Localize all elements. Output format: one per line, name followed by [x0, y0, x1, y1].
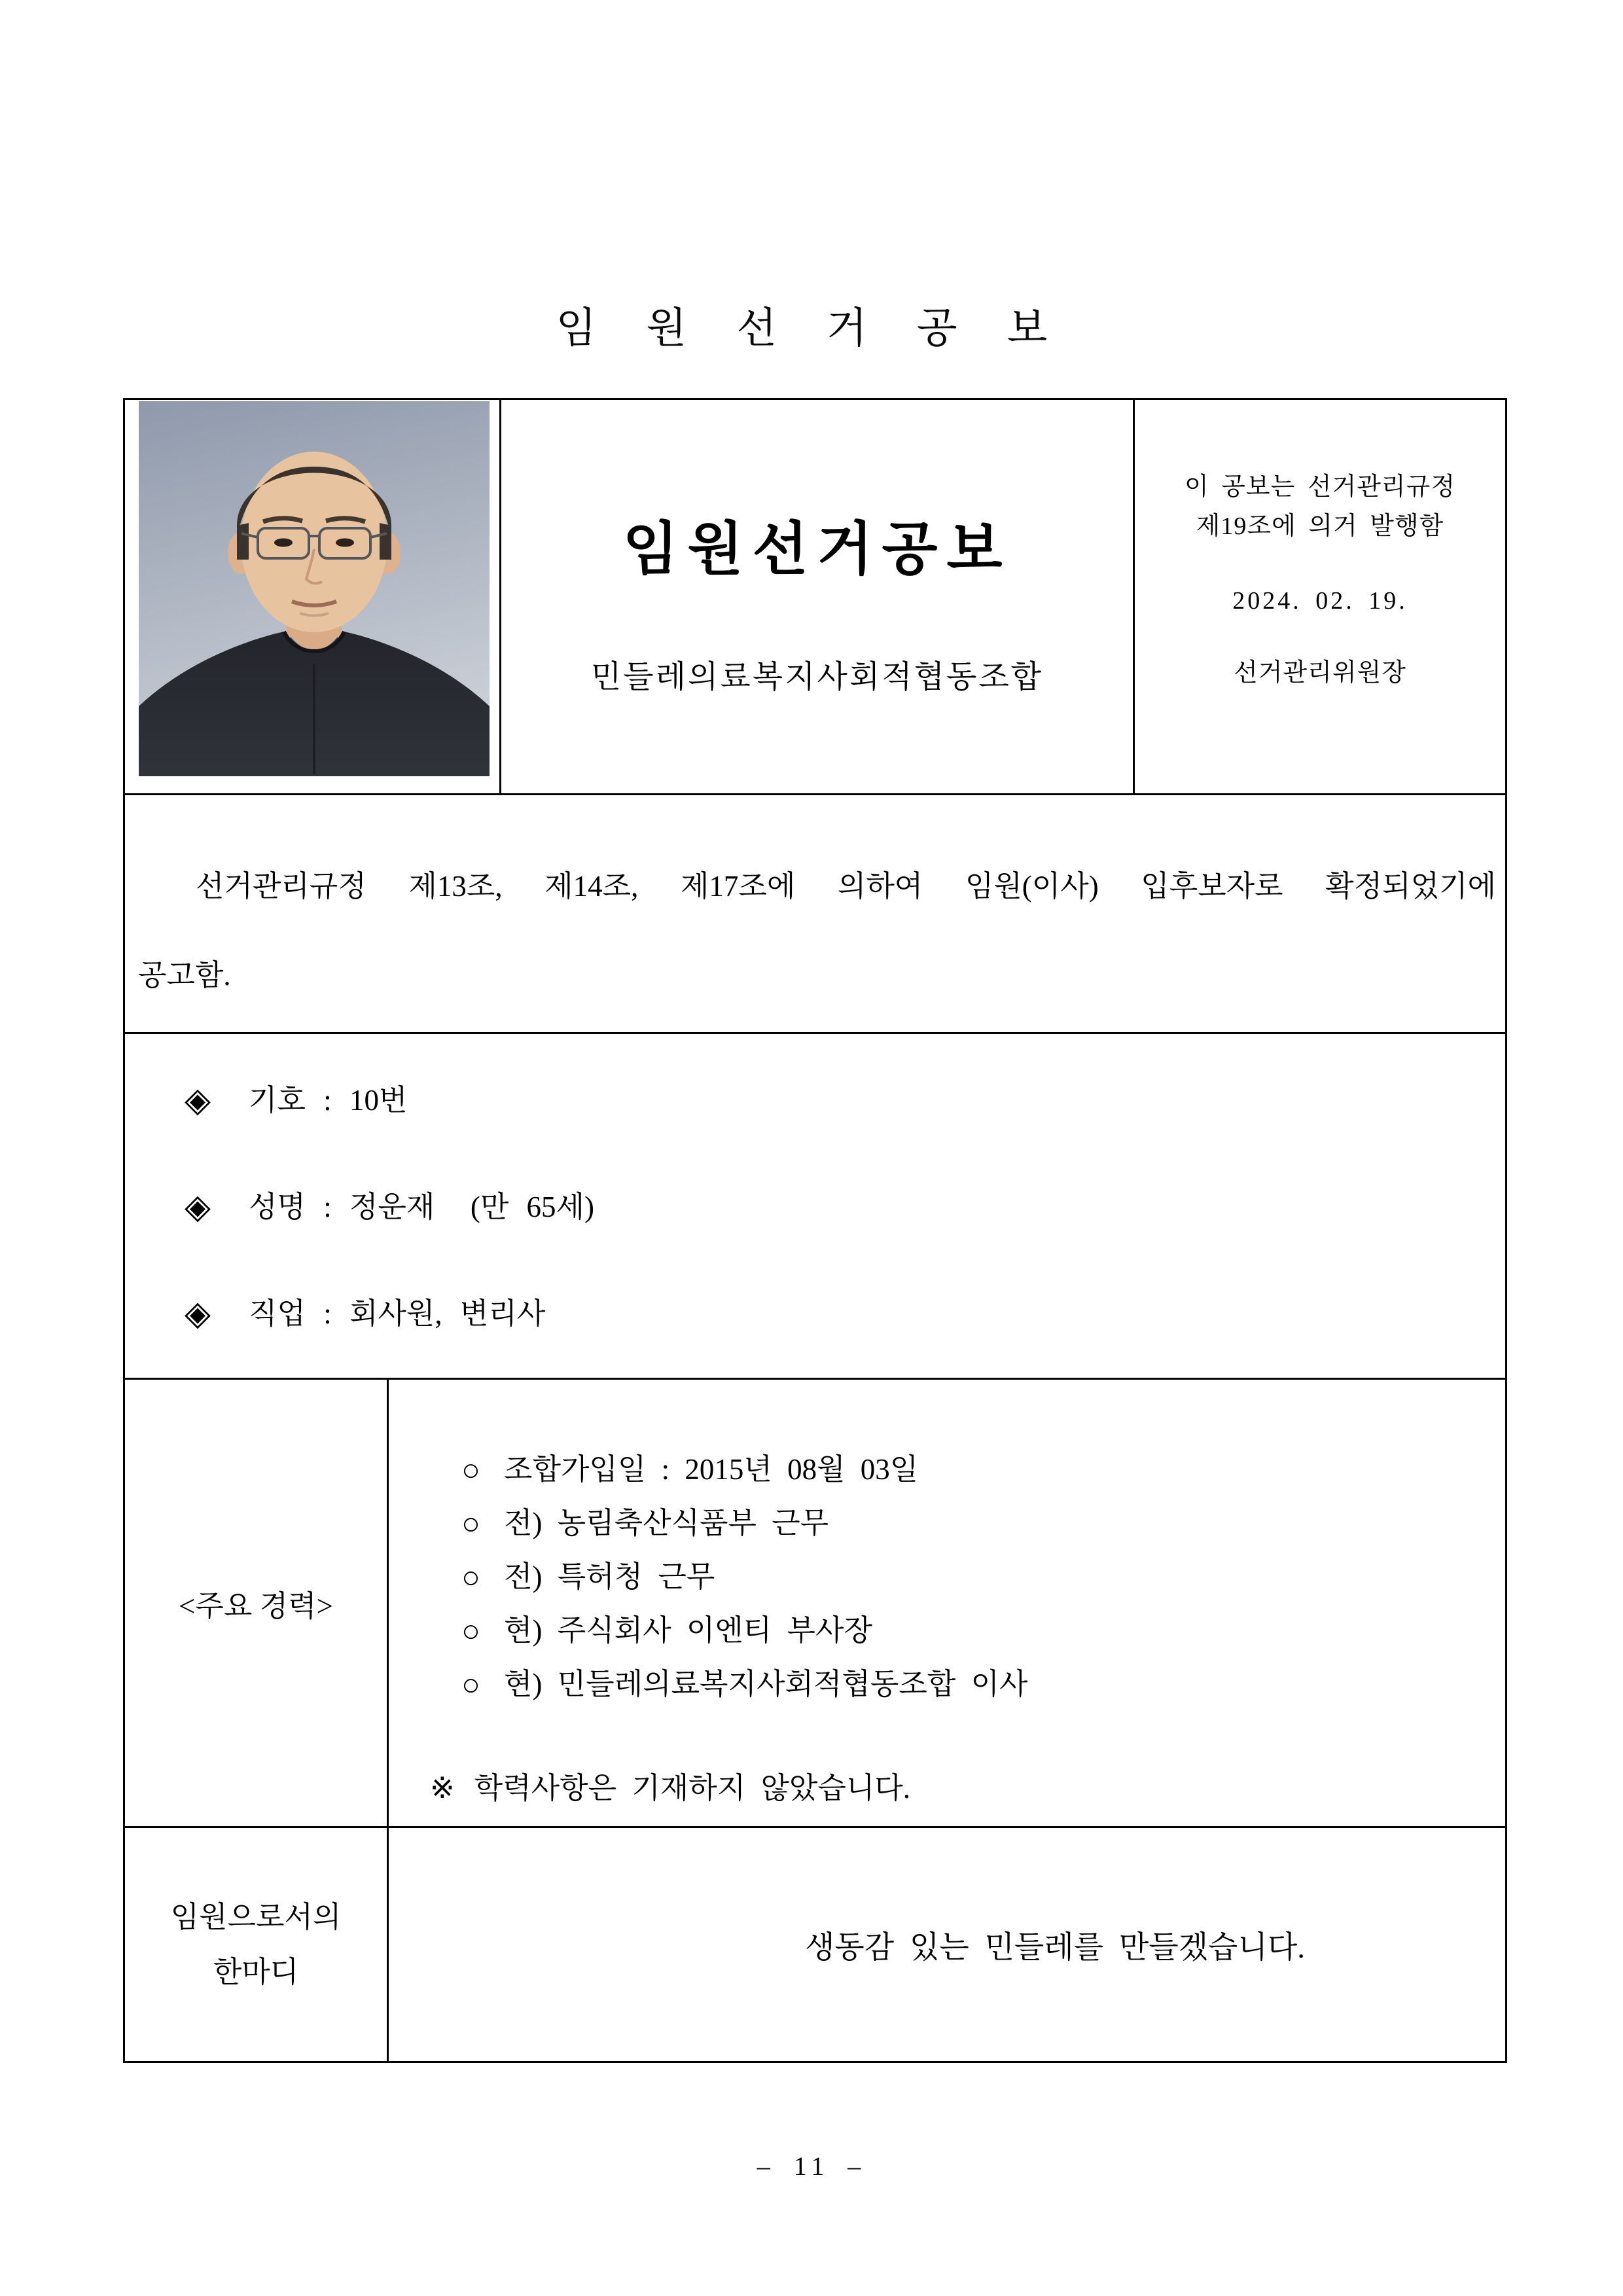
- notice-line2: 공고함.: [138, 959, 231, 992]
- issuance-issuer: 선거관리위원장: [1234, 659, 1406, 687]
- statement-text: 생동감 있는 민들레를 만들겠습니다.: [804, 1930, 1306, 1965]
- photo-cell: [125, 400, 499, 793]
- statement-label-line1: 임원으로서의: [170, 1901, 342, 1933]
- career-item: ○ 전) 농림축산식품부 근무: [461, 1507, 829, 1541]
- issuance-date: 2024. 02. 19.: [1232, 587, 1408, 615]
- statement-label: [125, 1828, 387, 2061]
- diamond-bullet-icon: ◈: [185, 1189, 211, 1226]
- circle-bullet-icon: ○: [461, 1560, 480, 1595]
- circle-bullet-icon: ○: [461, 1507, 480, 1541]
- circle-bullet-icon: ○: [461, 1453, 480, 1488]
- career-item: ○ 전) 특허청 근무: [461, 1560, 715, 1595]
- main-title: 임원선거공보: [622, 518, 1012, 582]
- career-item: ○ 현) 주식회사 이엔티 부사장: [461, 1614, 872, 1649]
- career-item: ○ 조합가입일 : 2015년 08월 03일: [461, 1453, 919, 1488]
- statement-row: [125, 1826, 1505, 2061]
- candidate-number-line: [185, 1047, 1505, 1154]
- notice-line1: 선거관리규정 제13조, 제14조, 제17조에 의하여 임원(이사) 입후보자로 확정되었기에: [196, 870, 1496, 903]
- career-row: [125, 1378, 1505, 1826]
- statement-cell: [387, 1828, 1505, 2061]
- candidate-number-text: 기호 : 10번: [249, 1084, 408, 1117]
- candidate-info-cell: [125, 1034, 1505, 1378]
- candidate-info-row: [125, 1032, 1505, 1378]
- candidate-job-text: 직업 : 회사원, 변리사: [249, 1297, 546, 1330]
- candidate-job-line: [185, 1261, 1505, 1367]
- career-item: ○ 현) 민들레의료복지사회적협동조합 이사: [461, 1668, 1028, 1702]
- career-cell: [387, 1380, 1505, 1826]
- career-label: <주요 경력>: [179, 1589, 333, 1623]
- diamond-bullet-icon: ◈: [185, 1082, 211, 1119]
- org-name: 민들레의료복지사회적협동조합: [590, 660, 1044, 694]
- candidate-photo: [139, 401, 490, 776]
- issuance-cell: [1133, 400, 1505, 793]
- reference-mark-icon: ※: [430, 1772, 455, 1804]
- title-cell: [499, 400, 1133, 793]
- diamond-bullet-icon: ◈: [185, 1295, 211, 1333]
- notice-cell: [125, 795, 1505, 1032]
- header-row: [125, 400, 1505, 793]
- statement-label-line2: 한마디: [213, 1956, 299, 1988]
- page-number: – 11 –: [757, 2151, 866, 2181]
- notice-row: [125, 793, 1505, 1032]
- issuance-line1: 이 공보는 선거관리규정: [1184, 473, 1456, 501]
- circle-bullet-icon: ○: [461, 1614, 480, 1649]
- candidate-name-text: 성명 : 정운재 (만 65세): [249, 1191, 595, 1223]
- circle-bullet-icon: ○: [461, 1668, 480, 1702]
- announcement-table: [123, 398, 1507, 2063]
- issuance-line2: 제19조에 의거 발행함: [1196, 512, 1444, 540]
- page-title: 임 원 선 거 공 보: [556, 305, 1067, 351]
- candidate-name-line: [185, 1154, 1505, 1261]
- education-note: ※ 학력사항은 기재하지 않았습니다.: [430, 1772, 911, 1804]
